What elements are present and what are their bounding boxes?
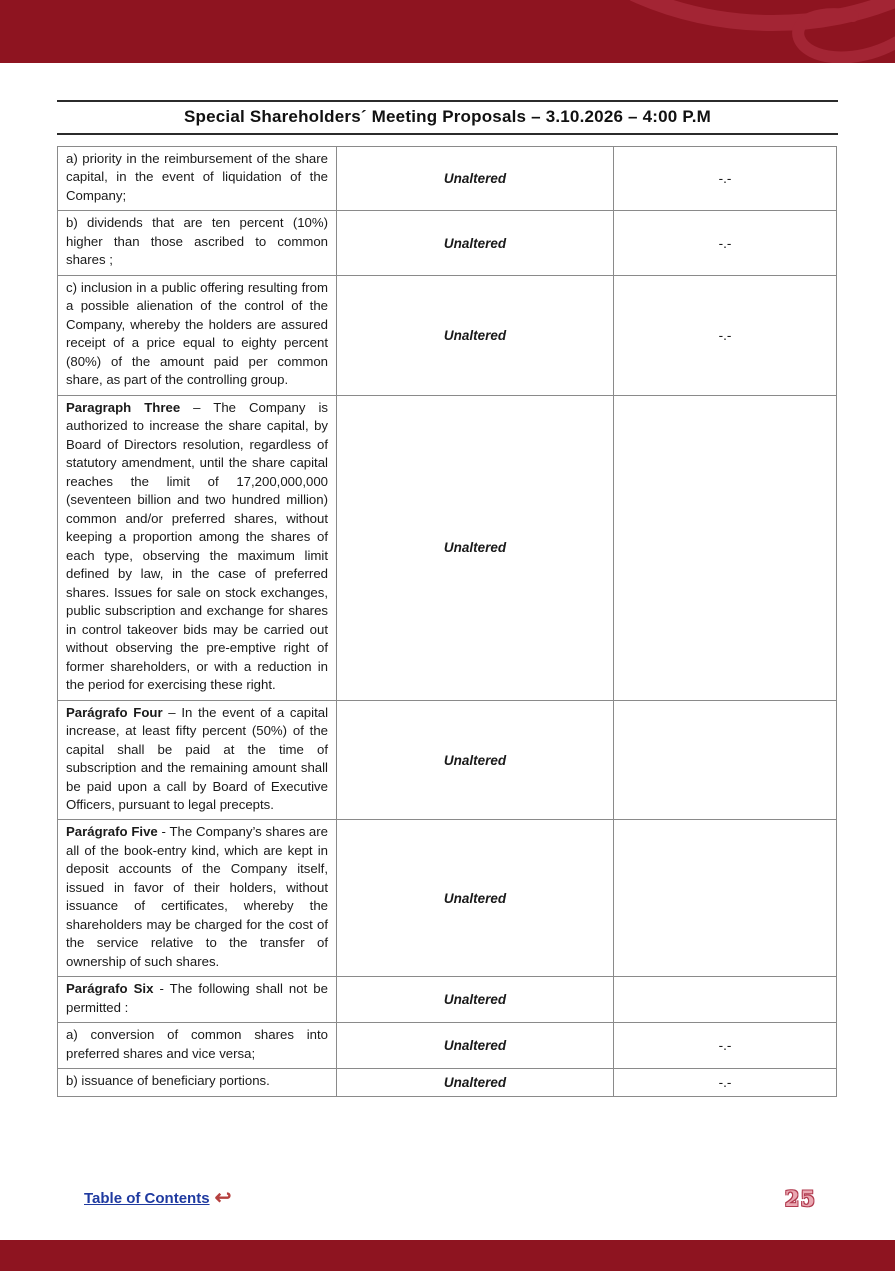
provision-cell bbox=[58, 820, 337, 977]
vote-cell bbox=[614, 700, 837, 820]
page-title: Special Shareholders´ Meeting Proposals – 3.10.2026 – 4:00 P.M bbox=[57, 100, 838, 135]
header-band bbox=[0, 0, 895, 63]
vote-cell bbox=[614, 977, 837, 1023]
provision-text: – The Company is authorized to increase the share capital, by Board of Directors resolution, regardless of statutory amendment, until the share capital reaches the limit of 17,200,000,000 (seventeen billion and two hundred million) common and/or preferred shares, without keeping a proportion among the shares of each type, observing the maximum limit defined by law, in the case of preferred shares. Issues for sale on stock exchanges, public subscription and exchange for shares in control takeover bids may be carried out without observing the pre-emptive right of former shareholders, or with a reduction in the period for exercising these right. bbox=[66, 399, 328, 693]
provision-text: a) priority in the reimbursement of the share capital, in the event of liquidation of the Company; bbox=[66, 151, 328, 203]
proposals-table bbox=[57, 146, 837, 1097]
table-row bbox=[58, 211, 837, 275]
provision-cell bbox=[58, 1069, 337, 1096]
vote-cell bbox=[614, 820, 837, 977]
header-swoosh-graphic bbox=[615, 0, 895, 63]
provision-text: a) conversion of common shares into preferred shares and vice versa; bbox=[66, 1027, 328, 1061]
table-row bbox=[58, 275, 837, 395]
vote-cell: -.- bbox=[614, 275, 837, 395]
status-cell: Unaltered bbox=[337, 275, 614, 395]
provision-lead: Parágrafo Five bbox=[66, 824, 158, 840]
provision-cell bbox=[58, 1023, 337, 1069]
status-cell: Unaltered bbox=[337, 211, 614, 275]
table-row bbox=[58, 147, 837, 211]
provision-text: - The following shall not be permitted : bbox=[66, 981, 328, 1015]
table-row bbox=[58, 977, 837, 1023]
status-cell: Unaltered bbox=[337, 977, 614, 1023]
vote-cell: -.- bbox=[614, 147, 837, 211]
provision-lead: Parágrafo Four bbox=[66, 704, 163, 720]
provision-cell bbox=[58, 211, 337, 275]
table-row bbox=[58, 820, 837, 977]
provision-text: c) inclusion in a public offering resulting from a possible alienation of the control of the Company, whereby the holders are assured receipt of a price equal to eighty percent (80%) of the amount paid per common share, as part of the controlling group. bbox=[66, 279, 328, 388]
status-cell: Unaltered bbox=[337, 147, 614, 211]
provision-text: – In the event of a capital increase, at least fifty percent (50%) of the capital shall be paid at the time of subscription and the remaining amount shall be paid upon a call by Board of Executive Officers, pursuant to legal precepts. bbox=[66, 704, 329, 812]
provision-text: b) dividends that are ten percent (10%) higher than those ascribed to common shares ; bbox=[66, 215, 328, 268]
vote-cell bbox=[614, 395, 837, 700]
vote-cell: -.- bbox=[614, 1069, 837, 1096]
provision-text: b) issuance of beneficiary portions. bbox=[66, 1073, 270, 1089]
status-cell: Unaltered bbox=[337, 1069, 614, 1096]
status-cell: Unaltered bbox=[337, 700, 614, 820]
provision-cell bbox=[58, 275, 337, 395]
provision-lead: Parágrafo Six bbox=[66, 981, 154, 997]
status-cell: Unaltered bbox=[337, 395, 614, 700]
status-cell: Unaltered bbox=[337, 1023, 614, 1069]
table-of-contents-label: Table of Contents bbox=[84, 1190, 210, 1207]
vote-cell: -.- bbox=[614, 1023, 837, 1069]
provision-cell bbox=[58, 395, 337, 700]
footer-row bbox=[57, 1186, 838, 1211]
provision-cell bbox=[58, 700, 337, 820]
status-cell: Unaltered bbox=[337, 820, 614, 977]
vote-cell: -.- bbox=[614, 211, 837, 275]
return-arrow-icon[interactable]: ↩ bbox=[214, 1186, 232, 1209]
page-number: 25 bbox=[784, 1186, 816, 1211]
table-row bbox=[58, 395, 837, 700]
provision-text: - The Company’s shares are all of the book-entry kind, which are kept in deposit accounts of the Company itself, issued in favor of their holders, without issuance of certificates, whereby the shareholders may be charged for the cost of the service relative to the transfer of ownership of such shares. bbox=[66, 824, 328, 969]
table-row bbox=[58, 700, 837, 820]
table-of-contents-link[interactable] bbox=[84, 1186, 232, 1209]
provision-cell bbox=[58, 147, 337, 211]
provision-lead: Paragraph Three bbox=[66, 399, 181, 415]
table-row bbox=[58, 1023, 837, 1069]
footer-band bbox=[0, 1240, 895, 1271]
provision-cell bbox=[58, 977, 337, 1023]
table-row bbox=[58, 1069, 837, 1096]
